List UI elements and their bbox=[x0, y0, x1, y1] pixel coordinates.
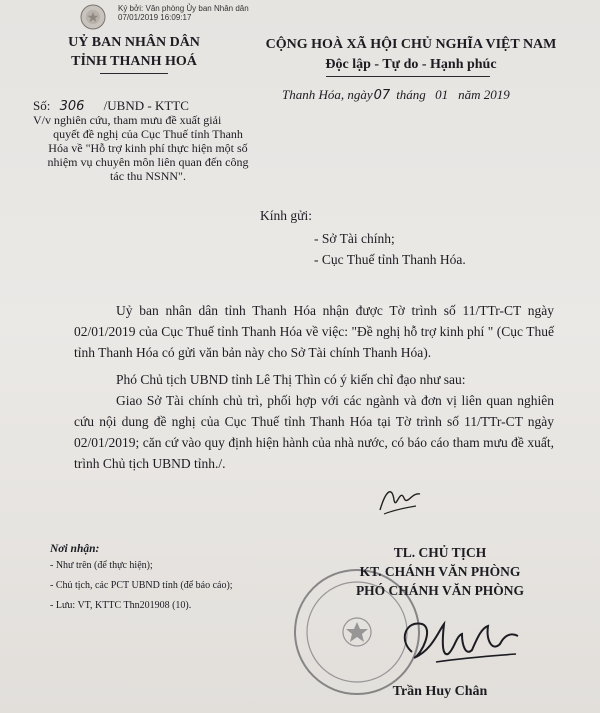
body-paragraph-2: Phó Chủ tịch UBND tỉnh Lê Thị Thìn có ý kiến chỉ đạo như sau: bbox=[116, 372, 466, 387]
number-suffix: /UBND - KTTC bbox=[103, 98, 189, 113]
month-label: tháng bbox=[396, 87, 426, 102]
agency-line-1: UỶ BAN NHÂN DÂN bbox=[68, 35, 200, 50]
addressee-item: - Sở Tài chính; bbox=[314, 231, 395, 246]
document-subject bbox=[33, 113, 263, 183]
national-title: CỘNG HOÀ XÃ HỘI CHỦ NGHĨA VIỆT NAM bbox=[265, 37, 557, 52]
document-body bbox=[74, 300, 554, 474]
motto-underline bbox=[326, 76, 490, 77]
recipient-item: - Chủ tịch, các PCT UBND tỉnh (để báo cáo); bbox=[50, 580, 233, 591]
signature-line-3: PHÓ CHÁNH VĂN PHÒNG bbox=[355, 583, 525, 598]
handwritten-signature bbox=[392, 606, 532, 672]
signer-name: Trần Huy Chân bbox=[392, 684, 488, 699]
issuing-agency bbox=[34, 33, 234, 71]
document-number bbox=[33, 98, 189, 114]
approval-initials-mark bbox=[376, 480, 424, 518]
year-label: năm bbox=[458, 87, 481, 102]
number-label: Số: bbox=[33, 98, 51, 113]
agency-underline bbox=[100, 73, 168, 74]
body-paragraph-3: Giao Sở Tài chính chủ trì, phối hợp với các ngành và đơn vị liên quan nghiên cứu nội dung đề nghị của Cục Thuế tỉnh Thanh Hóa tại Tờ trình số 11/TTr-CT ngày 02/01/2019; căn cứ vào quy định hiện hành của nhà nước, có báo cáo tham mưu đề xuất, trình Chủ tịch UBND tỉnh./. bbox=[74, 393, 554, 471]
signature-block bbox=[300, 543, 580, 600]
subject-line: nhiệm vụ chuyên môn liên quan đến công bbox=[47, 155, 249, 169]
date-year: 2019 bbox=[483, 87, 510, 102]
digital-signature-signer: Ký bởi: Văn phòng Ủy ban Nhân dân bbox=[118, 4, 249, 13]
place-and-date bbox=[282, 87, 510, 103]
digital-signature-time: 07/01/2019 16:09:17 bbox=[118, 13, 192, 22]
addressee-list bbox=[314, 228, 466, 270]
date-month: 01 bbox=[435, 87, 449, 102]
subject-line: quyết đề nghị của Cục Thuế tỉnh Thanh bbox=[53, 127, 243, 141]
recipient-item: - Như trên (để thực hiện); bbox=[50, 560, 153, 571]
digital-signature-stamp bbox=[118, 4, 249, 22]
subject-line: Hóa về "Hỗ trợ kinh phí thực hiện một số bbox=[48, 141, 248, 155]
agency-line-2: TỈNH THANH HOÁ bbox=[71, 54, 197, 69]
signature-line-2: KT. CHÁNH VĂN PHÒNG bbox=[359, 564, 521, 579]
recipient-item: - Lưu: VT, KTTC Thn201908 (10). bbox=[50, 600, 192, 611]
addressee-item: - Cục Thuế tỉnh Thanh Hóa. bbox=[314, 252, 466, 267]
greeting: Kính gửi: bbox=[260, 208, 312, 223]
place-date-prefix: Thanh Hóa, ngày bbox=[282, 87, 373, 102]
subject-line: tác thu NSNN". bbox=[110, 169, 186, 183]
national-emblem-icon bbox=[80, 4, 106, 30]
subject-line: V/v nghiên cứu, tham mưu đề xuất giải bbox=[33, 113, 222, 127]
signature-line-1: TL. CHỦ TỊCH bbox=[393, 545, 487, 560]
recipients-list bbox=[50, 559, 233, 613]
national-motto: Độc lập - Tự do - Hạnh phúc bbox=[325, 57, 497, 72]
recipients-title: Nơi nhận: bbox=[50, 543, 100, 555]
recipients-section bbox=[50, 543, 233, 613]
date-day: 07 bbox=[373, 88, 391, 103]
number-value: 306 bbox=[59, 99, 85, 114]
body-paragraph-1: Uỷ ban nhân dân tỉnh Thanh Hóa nhận được Tờ trình số 11/TTr-CT ngày 02/01/2019 của Cục Thuế tỉnh Thanh Hóa về việc: "Đề nghị hỗ trợ kinh phí " (Cục Thuế tỉnh Thanh Hóa có gửi văn bản này cho Sở Tài chính Thanh Hóa). bbox=[74, 303, 554, 360]
